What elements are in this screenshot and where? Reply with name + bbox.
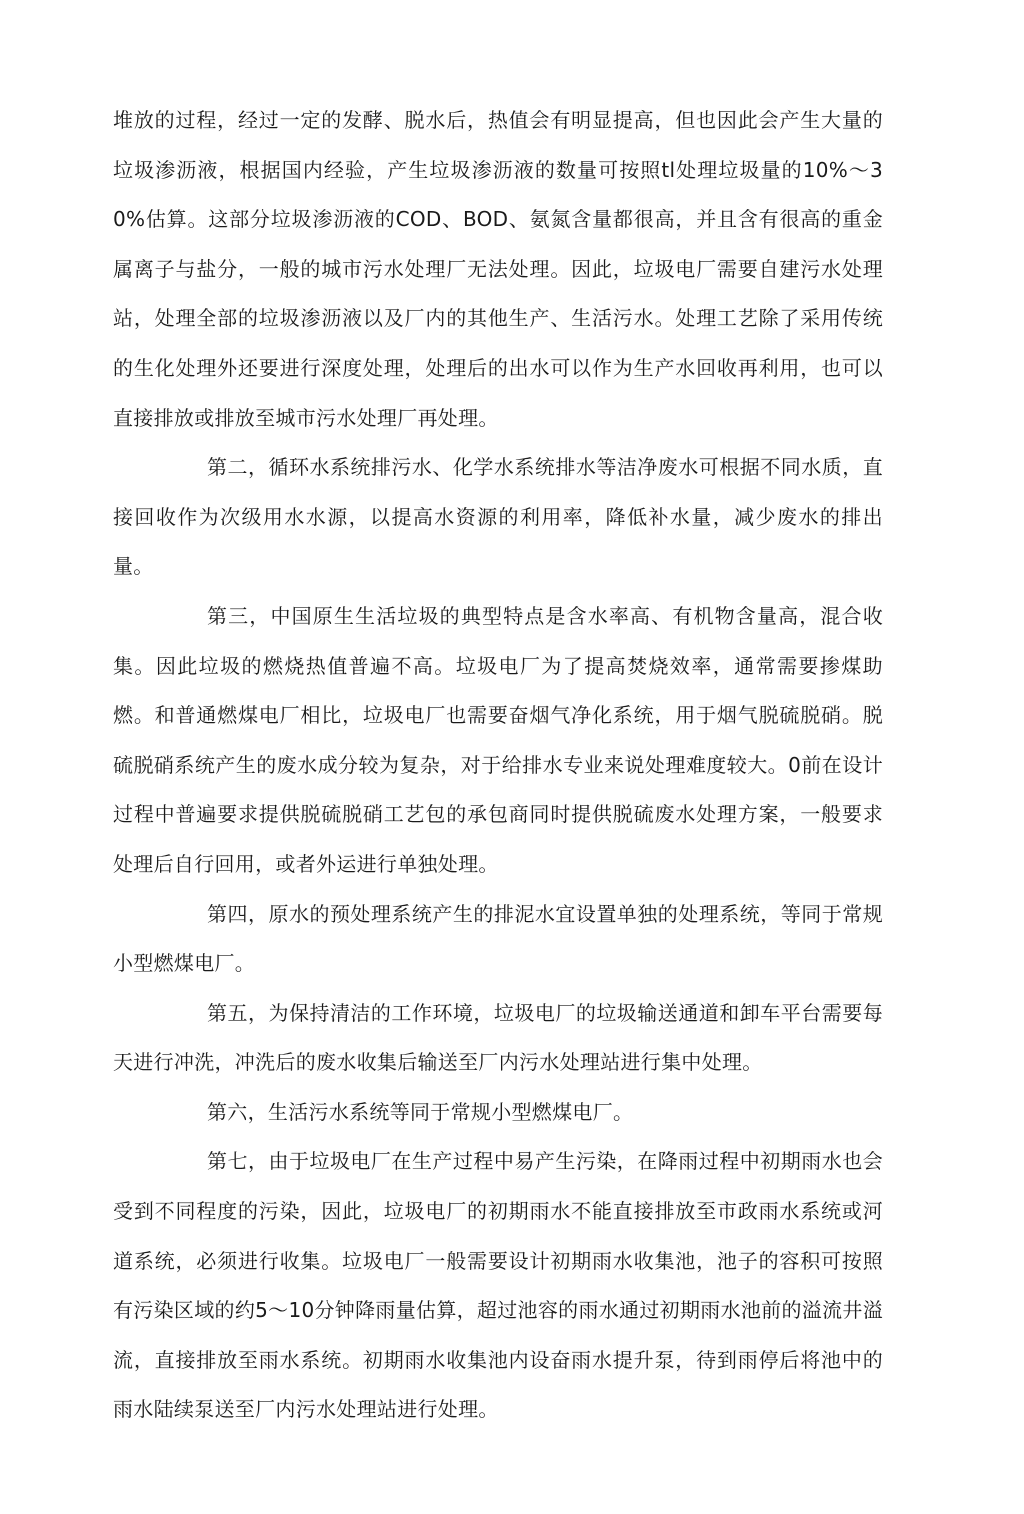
paragraph-continuation: 堆放的过程，经过一定的发酵、脱水后，热值会有明显提高，但也因此会产生大量的垃圾渗沥液，根据国内经验，产生垃圾渗沥液的数量可按照tl处理垃圾量的10%～30%估算。这部分垃圾渗沥液的COD、BOD、氨氮含量都很高，并且含有很高的重金属离子与盐分，一般的城市污水处理厂无法处理。因此，垃圾电厂需要自建污水处理站，处理全部的垃圾渗沥液以及厂内的其他生产、生活污水。处理工艺除了采用传统的生化处理外还要进行深度处理，处理后的出水可以作为生产水回收再利用，也可以直接排放或排放至城市污水处理厂再处理。 bbox=[113, 108, 883, 430]
paragraph-fourth: 第四，原水的预处理系统产生的排泥水宜设置单独的处理系统，等同于常规小型燃煤电厂。 bbox=[113, 901, 883, 976]
paragraph-seventh: 第七，由于垃圾电厂在生产过程中易产生污染，在降雨过程中初期雨水也会受到不同程度的污染，因此，垃圾电厂的初期雨水不能直接排放至市政雨水系统或河道系统，必须进行收集。垃圾电厂一般需要设计初期雨水收集池，池子的容积可按照有污染区域的约5～10分钟降雨量估算，超过池容的雨水通过初期雨水池前的溢流井溢流，直接排放至雨水系统。初期雨水收集池内设奋雨水提升泵，待到雨停后将池中的雨水陆续泵送至厂内污水处理站进行处理。 bbox=[113, 1149, 883, 1422]
document-body bbox=[113, 96, 883, 1435]
paragraph-third: 第三，中国原生生活垃圾的典型特点是含水率高、有机物含量高，混合收集。因此垃圾的燃烧热值普遍不高。垃圾电厂为了提高焚烧效率，通常需要掺煤助燃。和普通燃煤电厂相比，垃圾电厂也需要奋烟气净化系统，用于烟气脱硫脱硝。脱硫脱硝系统产生的废水成分较为复杂，对于给排水专业来说处理难度较大。0前在设计过程中普遍要求提供脱硫脱硝工艺包的承包商同时提供脱硫废水处理方案，一般要求处理后自行回用，或者外运进行单独处理。 bbox=[113, 603, 883, 876]
paragraph-sixth: 第六，生活污水系统等同于常规小型燃煤电厂。 bbox=[207, 1099, 634, 1124]
paragraph-fifth: 第五，为保持清洁的工作环境，垃圾电厂的垃圾输送通道和卸车平台需要每天进行冲洗，冲洗后的废水收集后输送至厂内污水处理站进行集中处理。 bbox=[113, 1000, 883, 1075]
paragraph-second: 第二，循环水系统排污水、化学水系统排水等洁净废水可根据不同水质，直接回收作为次级用水水源，以提高水资源的利用率，降低补水量，减少废水的排出量。 bbox=[113, 455, 883, 579]
